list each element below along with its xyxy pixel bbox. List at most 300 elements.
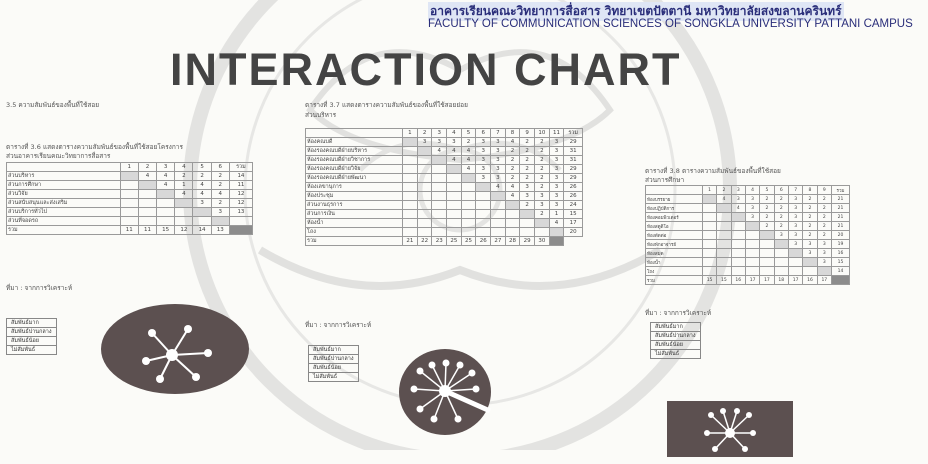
matrix-row-label: ห้องรองคณบดีฝ่ายวิชาการ: [306, 156, 403, 165]
matrix-cell: [731, 267, 745, 276]
matrix-cell: 3: [817, 240, 831, 249]
matrix-cell: 4: [175, 190, 193, 199]
matrix-col-header: 8: [803, 186, 817, 195]
matrix-row-label: ห้องคอมพิวเตอร์: [646, 213, 703, 222]
matrix-cell: 3: [549, 192, 564, 201]
matrix-cell: [432, 183, 447, 192]
matrix-cell: 4: [505, 138, 520, 147]
matrix-cell: [760, 258, 774, 267]
matrix-col-header: 9: [817, 186, 831, 195]
matrix-cell: [717, 222, 731, 231]
matrix-total-cell: 15: [157, 226, 175, 235]
matrix-cell: [788, 267, 802, 276]
matrix-cell: 3: [211, 208, 229, 217]
matrix-cell: 2: [817, 195, 831, 204]
matrix-cell: 4: [447, 147, 462, 156]
matrix-cell: [731, 249, 745, 258]
matrix-total-cell: 30: [535, 237, 550, 246]
matrix-col-header: 3: [432, 129, 447, 138]
matrix-col-header: 1: [120, 163, 138, 172]
matrix-cell: 3: [447, 138, 462, 147]
matrix-col-header: 3: [157, 163, 175, 172]
matrix-cell: 3: [788, 213, 802, 222]
matrix-row-label: ส่วนการเงิน: [306, 210, 403, 219]
matrix-cell: 29: [564, 165, 583, 174]
matrix-row-label: ส่วนวิจัย: [7, 190, 121, 199]
matrix-corner: [306, 129, 403, 138]
middle-source-note: ที่มา : จากการวิเคราะห์: [305, 321, 372, 329]
legend-item: ไม่สัมพันธ์: [309, 373, 359, 382]
matrix-cell: 3: [745, 195, 759, 204]
matrix-total-cell: 14: [193, 226, 211, 235]
right-table-caption: ตารางที่ 3.8 ตารางความสัมพันธ์ของพื้นที่ใช้สอย: [645, 167, 781, 175]
matrix-cell: [229, 217, 252, 226]
matrix-cell: 2: [760, 222, 774, 231]
legend-row: [7, 346, 57, 355]
matrix-cell: 2: [803, 195, 817, 204]
matrix-cell: 3: [745, 204, 759, 213]
matrix-total-cell: 17: [760, 276, 774, 285]
matrix-cell: [157, 217, 175, 226]
matrix-cell: [717, 231, 731, 240]
matrix-total-cell: 12: [175, 226, 193, 235]
matrix-row: [306, 228, 583, 237]
matrix-cell: [138, 217, 156, 226]
matrix-cell: [417, 156, 432, 165]
matrix-cell: 3: [549, 174, 564, 183]
matrix-total-cell: 15: [702, 276, 716, 285]
matrix-cell: [702, 249, 716, 258]
matrix-cell: [717, 240, 731, 249]
matrix-cell: 3: [476, 165, 491, 174]
matrix-cell: 3: [774, 231, 788, 240]
matrix-cell: 2: [817, 204, 831, 213]
matrix-row-label: ส่วนที่จอดรถ: [7, 217, 121, 226]
matrix-row: [306, 219, 583, 228]
matrix-row: [7, 199, 253, 208]
matrix-cell: 2: [520, 147, 535, 156]
matrix-cell: [138, 208, 156, 217]
matrix-cell: 2: [803, 213, 817, 222]
matrix-row-label: ห้องบรรยาย: [646, 195, 703, 204]
matrix-row: [306, 156, 583, 165]
matrix-cell: 3: [788, 195, 802, 204]
matrix-cell: 2: [535, 138, 550, 147]
right-relationship-matrix: [645, 185, 850, 285]
matrix-row-label: ส่วนบริหาร: [7, 172, 121, 181]
matrix-col-header: 5: [461, 129, 476, 138]
matrix-cell: [120, 190, 138, 199]
matrix-cell: 3: [788, 231, 802, 240]
legend-row: [651, 332, 701, 341]
section-heading: 3.5 ความสัมพันธ์ของพื้นที่ใช้สอย: [6, 101, 100, 109]
matrix-cell: 2: [803, 231, 817, 240]
legend-row: [309, 373, 359, 382]
matrix-cell: 26: [564, 183, 583, 192]
matrix-row-label: โถง: [646, 267, 703, 276]
matrix-cell: 21: [831, 204, 849, 213]
matrix-row: [306, 174, 583, 183]
matrix-total-cell: 16: [803, 276, 817, 285]
matrix-cell: 2: [803, 222, 817, 231]
matrix-cell: 31: [564, 156, 583, 165]
matrix-row-label: ห้องประชุม: [306, 192, 403, 201]
matrix-cell: 2: [175, 172, 193, 181]
matrix-cell: 21: [831, 222, 849, 231]
matrix-row: [7, 217, 253, 226]
matrix-cell: 24: [564, 201, 583, 210]
matrix-cell: [745, 267, 759, 276]
legend-row: [309, 364, 359, 373]
matrix-col-header: 5: [193, 163, 211, 172]
matrix-cell: [774, 267, 788, 276]
matrix-cell: 2: [774, 213, 788, 222]
matrix-cell: [774, 240, 788, 249]
legend-item: สัมพันธ์ปานกลาง: [651, 332, 701, 341]
matrix-cell: 4: [157, 172, 175, 181]
matrix-cell: [403, 201, 418, 210]
matrix-cell: [461, 192, 476, 201]
matrix-cell: 2: [520, 165, 535, 174]
matrix-cell: 3: [549, 183, 564, 192]
matrix-col-header: 4: [175, 163, 193, 172]
matrix-cell: [403, 183, 418, 192]
matrix-cell: [745, 231, 759, 240]
matrix-cell: [702, 267, 716, 276]
matrix-cell: [175, 208, 193, 217]
matrix-cell: [175, 217, 193, 226]
matrix-cell: [403, 219, 418, 228]
matrix-cell: 2: [520, 174, 535, 183]
matrix-cell: 2: [535, 156, 550, 165]
matrix-cell: 3: [193, 199, 211, 208]
matrix-total-cell: 17: [745, 276, 759, 285]
matrix-cell: [417, 165, 432, 174]
matrix-cell: [461, 219, 476, 228]
matrix-cell: 15: [831, 258, 849, 267]
legend-item: ไม่สัมพันธ์: [7, 346, 57, 355]
matrix-cell: 2: [520, 201, 535, 210]
matrix-cell: [731, 222, 745, 231]
matrix-cell: [193, 208, 211, 217]
matrix-cell: 3: [535, 201, 550, 210]
matrix-cell: 2: [760, 195, 774, 204]
matrix-cell: [717, 213, 731, 222]
matrix-row: [306, 147, 583, 156]
matrix-cell: 2: [535, 183, 550, 192]
matrix-cell: [476, 210, 491, 219]
matrix-total-cell: [229, 226, 252, 235]
matrix-total-row: [7, 226, 253, 235]
matrix-cell: 2: [774, 222, 788, 231]
matrix-cell: 20: [831, 231, 849, 240]
matrix-cell: 14: [831, 267, 849, 276]
legend-row: [7, 328, 57, 337]
middle-relationship-matrix: [305, 128, 583, 246]
matrix-cell: 2: [535, 165, 550, 174]
matrix-cell: [403, 174, 418, 183]
middle-table-caption: ตารางที่ 3.7 แสดงตารางความสัมพันธ์ของพื้นที่ใช้สอยย่อย: [305, 101, 468, 109]
right-source-note: ที่มา : จากการวิเคราะห์: [645, 309, 712, 317]
matrix-cell: 3: [417, 138, 432, 147]
matrix-cell: 3: [432, 138, 447, 147]
matrix-cell: [717, 267, 731, 276]
matrix-cell: 3: [788, 204, 802, 213]
matrix-cell: [717, 204, 731, 213]
matrix-cell: 4: [717, 195, 731, 204]
matrix-cell: 3: [549, 147, 564, 156]
matrix-row: [646, 249, 850, 258]
matrix-cell: 29: [564, 174, 583, 183]
matrix-cell: [520, 210, 535, 219]
matrix-cell: 3: [491, 165, 506, 174]
matrix-cell: [760, 267, 774, 276]
matrix-cell: [476, 228, 491, 237]
matrix-cell: 3: [549, 156, 564, 165]
legend-item: สัมพันธ์น้อย: [7, 337, 57, 346]
matrix-cell: 3: [788, 240, 802, 249]
matrix-cell: [491, 219, 506, 228]
matrix-row-label: ห้องน้ำ: [646, 258, 703, 267]
matrix-col-header: 2: [417, 129, 432, 138]
matrix-row-label: ส่วนบริการทั่วไป: [7, 208, 121, 217]
matrix-cell: 2: [817, 222, 831, 231]
matrix-cell: [157, 190, 175, 199]
matrix-total-cell: 17: [817, 276, 831, 285]
matrix-cell: 2: [817, 231, 831, 240]
right-legend: [650, 322, 701, 359]
matrix-row: [646, 240, 850, 249]
matrix-cell: [491, 201, 506, 210]
matrix-cell: 2: [193, 172, 211, 181]
matrix-row: [646, 267, 850, 276]
matrix-cell: [138, 199, 156, 208]
matrix-cell: [505, 219, 520, 228]
matrix-cell: 12: [229, 190, 252, 199]
matrix-cell: [157, 208, 175, 217]
matrix-cell: [432, 174, 447, 183]
matrix-row: [306, 138, 583, 147]
left-table-caption: ตารางที่ 3.6 แสดงตารางความสัมพันธ์ของพื้นที่ใช้สอยโครงการ: [6, 143, 183, 151]
matrix-cell: [461, 201, 476, 210]
matrix-cell: 2: [505, 165, 520, 174]
matrix-cell: [211, 217, 229, 226]
middle-table-subcaption: ส่วนบริหาร: [305, 111, 337, 119]
matrix-row: [306, 183, 583, 192]
matrix-cell: [447, 210, 462, 219]
matrix-cell: 2: [535, 174, 550, 183]
matrix-total-label: รวม: [646, 276, 703, 285]
matrix-cell: 3: [549, 201, 564, 210]
matrix-row-label: ห้องสมุด: [646, 249, 703, 258]
matrix-corner: [646, 186, 703, 195]
matrix-cell: 4: [193, 181, 211, 190]
matrix-total-cell: 27: [491, 237, 506, 246]
matrix-cell: [717, 249, 731, 258]
matrix-col-header: 11: [549, 129, 564, 138]
matrix-cell: 4: [491, 183, 506, 192]
matrix-cell: 3: [520, 183, 535, 192]
matrix-cell: [447, 192, 462, 201]
matrix-total-cell: 15: [717, 276, 731, 285]
matrix-cell: 2: [505, 147, 520, 156]
matrix-cell: 4: [461, 165, 476, 174]
matrix-cell: [476, 192, 491, 201]
matrix-total-cell: 22: [417, 237, 432, 246]
matrix-cell: 29: [564, 138, 583, 147]
matrix-cell: 3: [731, 195, 745, 204]
matrix-col-header: รวม: [564, 129, 583, 138]
matrix-cell: [760, 249, 774, 258]
matrix-row: [646, 222, 850, 231]
matrix-total-label: รวม: [7, 226, 121, 235]
matrix-cell: [403, 228, 418, 237]
matrix-row: [646, 231, 850, 240]
matrix-row: [646, 195, 850, 204]
matrix-cell: 16: [831, 249, 849, 258]
matrix-row-label: โถง: [306, 228, 403, 237]
matrix-cell: 3: [476, 156, 491, 165]
matrix-cell: [803, 258, 817, 267]
matrix-cell: [447, 228, 462, 237]
matrix-cell: [774, 249, 788, 258]
legend-item: สัมพันธ์มาก: [309, 346, 359, 355]
matrix-cell: [403, 210, 418, 219]
matrix-cell: 4: [461, 147, 476, 156]
matrix-cell: [476, 201, 491, 210]
legend-item: สัมพันธ์น้อย: [309, 364, 359, 373]
matrix-cell: [403, 192, 418, 201]
matrix-cell: 14: [229, 172, 252, 181]
matrix-row-label: ห้องสตูดิโอ: [646, 222, 703, 231]
matrix-row: [7, 172, 253, 181]
matrix-cell: [432, 156, 447, 165]
matrix-cell: [447, 165, 462, 174]
matrix-cell: 3: [817, 258, 831, 267]
matrix-total-cell: 21: [403, 237, 418, 246]
matrix-cell: [432, 228, 447, 237]
matrix-cell: 2: [505, 174, 520, 183]
matrix-cell: [461, 174, 476, 183]
matrix-total-cell: 11: [120, 226, 138, 235]
matrix-cell: 3: [549, 138, 564, 147]
matrix-cell: 3: [476, 174, 491, 183]
matrix-row-label: ห้องรองคณบดีฝ่ายพัฒนา: [306, 174, 403, 183]
matrix-cell: [817, 267, 831, 276]
matrix-cell: 3: [549, 165, 564, 174]
matrix-cell: [774, 258, 788, 267]
legend-item: ไม่สัมพันธ์: [651, 350, 701, 359]
matrix-cell: 2: [211, 181, 229, 190]
middle-bubble-diagram: [398, 347, 492, 437]
matrix-row-label: ห้องน้ำ: [306, 219, 403, 228]
matrix-cell: 2: [774, 204, 788, 213]
matrix-cell: [505, 228, 520, 237]
legend-item: สัมพันธ์ปานกลาง: [7, 328, 57, 337]
matrix-cell: 21: [831, 195, 849, 204]
legend-item: สัมพันธ์มาก: [7, 319, 57, 328]
matrix-col-header: 1: [702, 186, 716, 195]
matrix-cell: [702, 213, 716, 222]
matrix-cell: 31: [564, 147, 583, 156]
matrix-cell: [432, 219, 447, 228]
matrix-row: [7, 208, 253, 217]
matrix-cell: [745, 258, 759, 267]
matrix-cell: [417, 192, 432, 201]
matrix-cell: 3: [491, 156, 506, 165]
matrix-cell: [535, 228, 550, 237]
matrix-cell: 2: [760, 213, 774, 222]
matrix-total-cell: 16: [731, 276, 745, 285]
matrix-cell: [157, 199, 175, 208]
matrix-cell: [702, 258, 716, 267]
matrix-cell: 3: [491, 138, 506, 147]
matrix-cell: [702, 204, 716, 213]
matrix-cell: [417, 228, 432, 237]
matrix-row: [306, 201, 583, 210]
matrix-cell: [731, 258, 745, 267]
matrix-cell: [403, 165, 418, 174]
matrix-cell: [403, 138, 418, 147]
matrix-cell: [417, 183, 432, 192]
legend-row: [309, 355, 359, 364]
matrix-col-header: 3: [731, 186, 745, 195]
matrix-cell: [120, 199, 138, 208]
matrix-cell: 2: [520, 138, 535, 147]
legend-item: สัมพันธ์ปานกลาง: [309, 355, 359, 364]
matrix-cell: 2: [817, 213, 831, 222]
matrix-cell: [505, 210, 520, 219]
left-legend: [6, 318, 57, 355]
matrix-cell: [447, 201, 462, 210]
matrix-total-row: [306, 237, 583, 246]
matrix-total-cell: 29: [520, 237, 535, 246]
matrix-cell: 3: [476, 138, 491, 147]
matrix-cell: [175, 199, 193, 208]
matrix-total-cell: [549, 237, 564, 246]
matrix-cell: 3: [745, 213, 759, 222]
matrix-cell: [803, 267, 817, 276]
matrix-cell: [138, 181, 156, 190]
matrix-row: [306, 165, 583, 174]
matrix-cell: 4: [505, 183, 520, 192]
matrix-cell: [432, 192, 447, 201]
matrix-cell: [447, 183, 462, 192]
legend-item: สัมพันธ์มาก: [651, 323, 701, 332]
matrix-cell: [745, 222, 759, 231]
matrix-cell: 1: [549, 210, 564, 219]
matrix-cell: [461, 210, 476, 219]
matrix-cell: [193, 217, 211, 226]
matrix-cell: [432, 210, 447, 219]
matrix-cell: [505, 201, 520, 210]
matrix-cell: 4: [505, 192, 520, 201]
matrix-total-cell: [831, 276, 849, 285]
matrix-cell: [760, 240, 774, 249]
matrix-cell: 4: [549, 219, 564, 228]
legend-row: [309, 346, 359, 355]
matrix-cell: 3: [803, 249, 817, 258]
matrix-total-row: [646, 276, 850, 285]
matrix-cell: [731, 240, 745, 249]
matrix-cell: [432, 165, 447, 174]
matrix-cell: 3: [535, 192, 550, 201]
matrix-cell: 2: [760, 204, 774, 213]
header-thai: อาคารเรียนคณะวิทยาการสื่อสาร วิทยาเขตปัตตานี มหาวิทยาลัยสงขลานครินทร์: [428, 2, 844, 21]
matrix-row: [7, 181, 253, 190]
matrix-cell: [138, 190, 156, 199]
matrix-col-header: 1: [403, 129, 418, 138]
